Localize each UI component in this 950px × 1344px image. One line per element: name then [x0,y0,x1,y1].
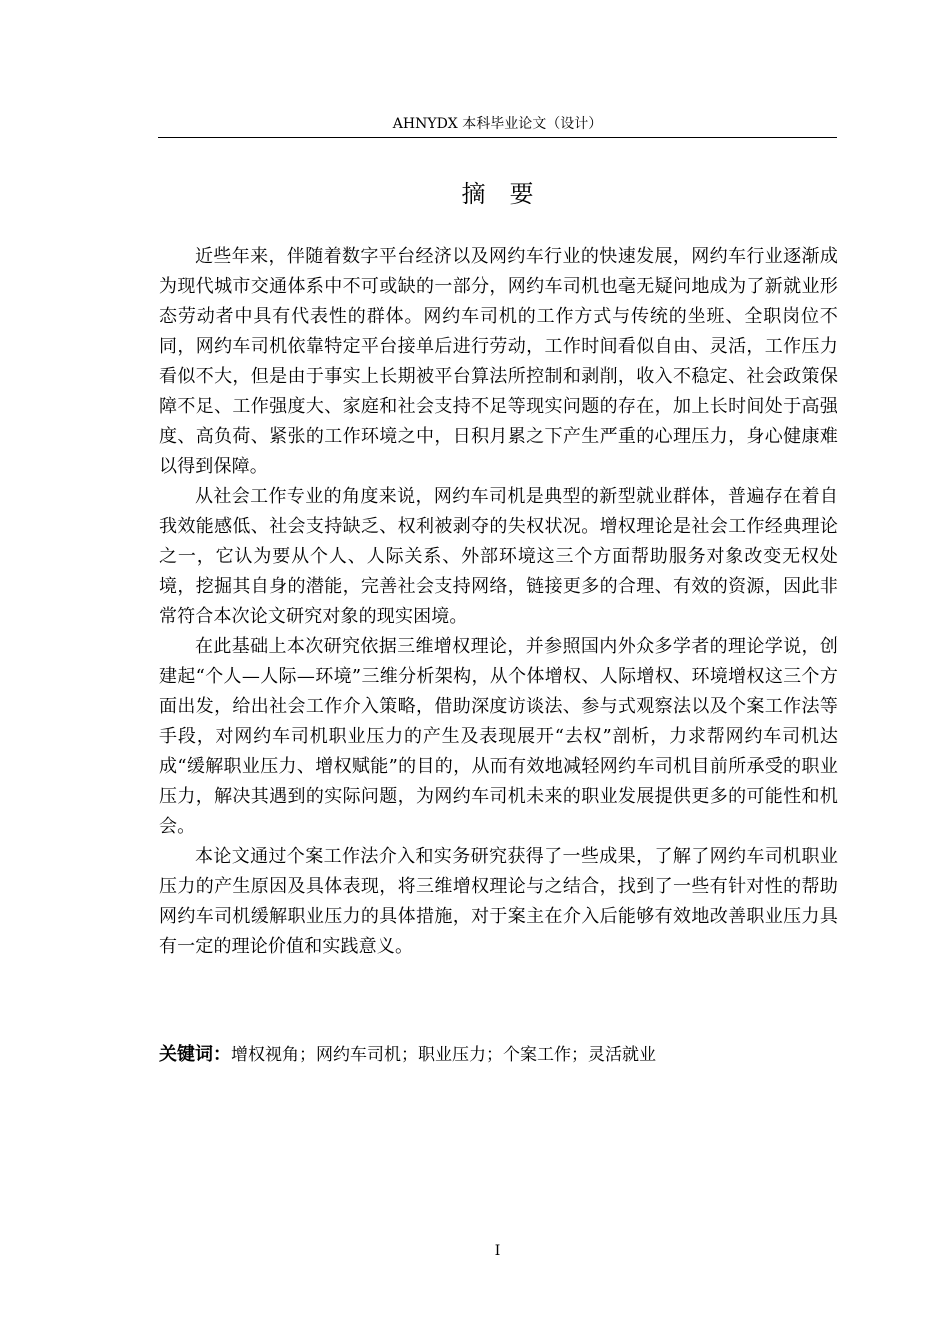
page-number: I [494,1243,501,1259]
keywords-label: 关键词： [159,1044,231,1065]
abstract-paragraph-3: 在此基础上本次研究依据三维增权理论，并参照国内外众多学者的理论学说，创建起“个人—人际—环境”三维分析架构，从个体增权、人际增权、环境增权这三个方面出发，给出社会工作介入策略，借助深度访谈法、参与式观察法以及个案工作法等手段，对网约车司机职业压力的产生及表现展开“去权”剖析，力求帮网约车司机达成“缓解职业压力、增权赋能”的目的，从而有效地减轻网约车司机目前所承受的职业压力，解决其遇到的实际问题，为网约车司机未来的职业发展提供更多的可能性和机会。 [159,636,838,837]
abstract-paragraph-1: 近些年来，伴随着数字平台经济以及网约车行业的快速发展，网约车行业逐渐成为现代城市交通体系中不可或缺的一部分，网约车司机也毫无疑问地成为了新就业形态劳动者中具有代表性的群体。网约车司机的工作方式与传统的坐班、全职岗位不同，网约车司机依靠特定平台接单后进行劳动，工作时间看似自由、灵活，工作压力看似不大，但是由于事实上长期被平台算法所控制和剥削，收入不稳定、社会政策保障不足、工作强度大、家庭和社会支持不足等现实问题的存在，加上长时间处于高强度、高负荷、紧张的工作环境之中，日积月累之下产生严重的心理压力，身心健康难以得到保障。 [159,246,838,477]
abstract-body [159,242,838,962]
running-header: AHNYDX 本科毕业论文（设计） [392,116,603,132]
abstract-title: 摘要 [461,180,558,208]
keywords-line [159,1040,838,1070]
abstract-paragraph-4: 本论文通过个案工作法介入和实务研究获得了一些成果，了解了网约车司机职业压力的产生原因及具体表现，将三维增权理论与之结合，找到了一些有针对性的帮助网约车司机缓解职业压力的具体措施，对于案主在介入后能够有效地改善职业压力具有一定的理论价值和实践意义。 [159,846,838,957]
keywords-text: 增权视角；网约车司机；职业压力；个案工作；灵活就业 [231,1045,656,1065]
abstract-paragraph-2: 从社会工作专业的角度来说，网约车司机是典型的新型就业群体，普遍存在着自我效能感低、社会支持缺乏、权利被剥夺的失权状况。增权理论是社会工作经典理论之一，它认为要从个人、人际关系、外部环境这三个方面帮助服务对象改变无权处境，挖掘其自身的潜能，完善社会支持网络，链接更多的合理、有效的资源，因此非常符合本次论文研究对象的现实困境。 [159,486,838,627]
header-rule [158,137,837,138]
